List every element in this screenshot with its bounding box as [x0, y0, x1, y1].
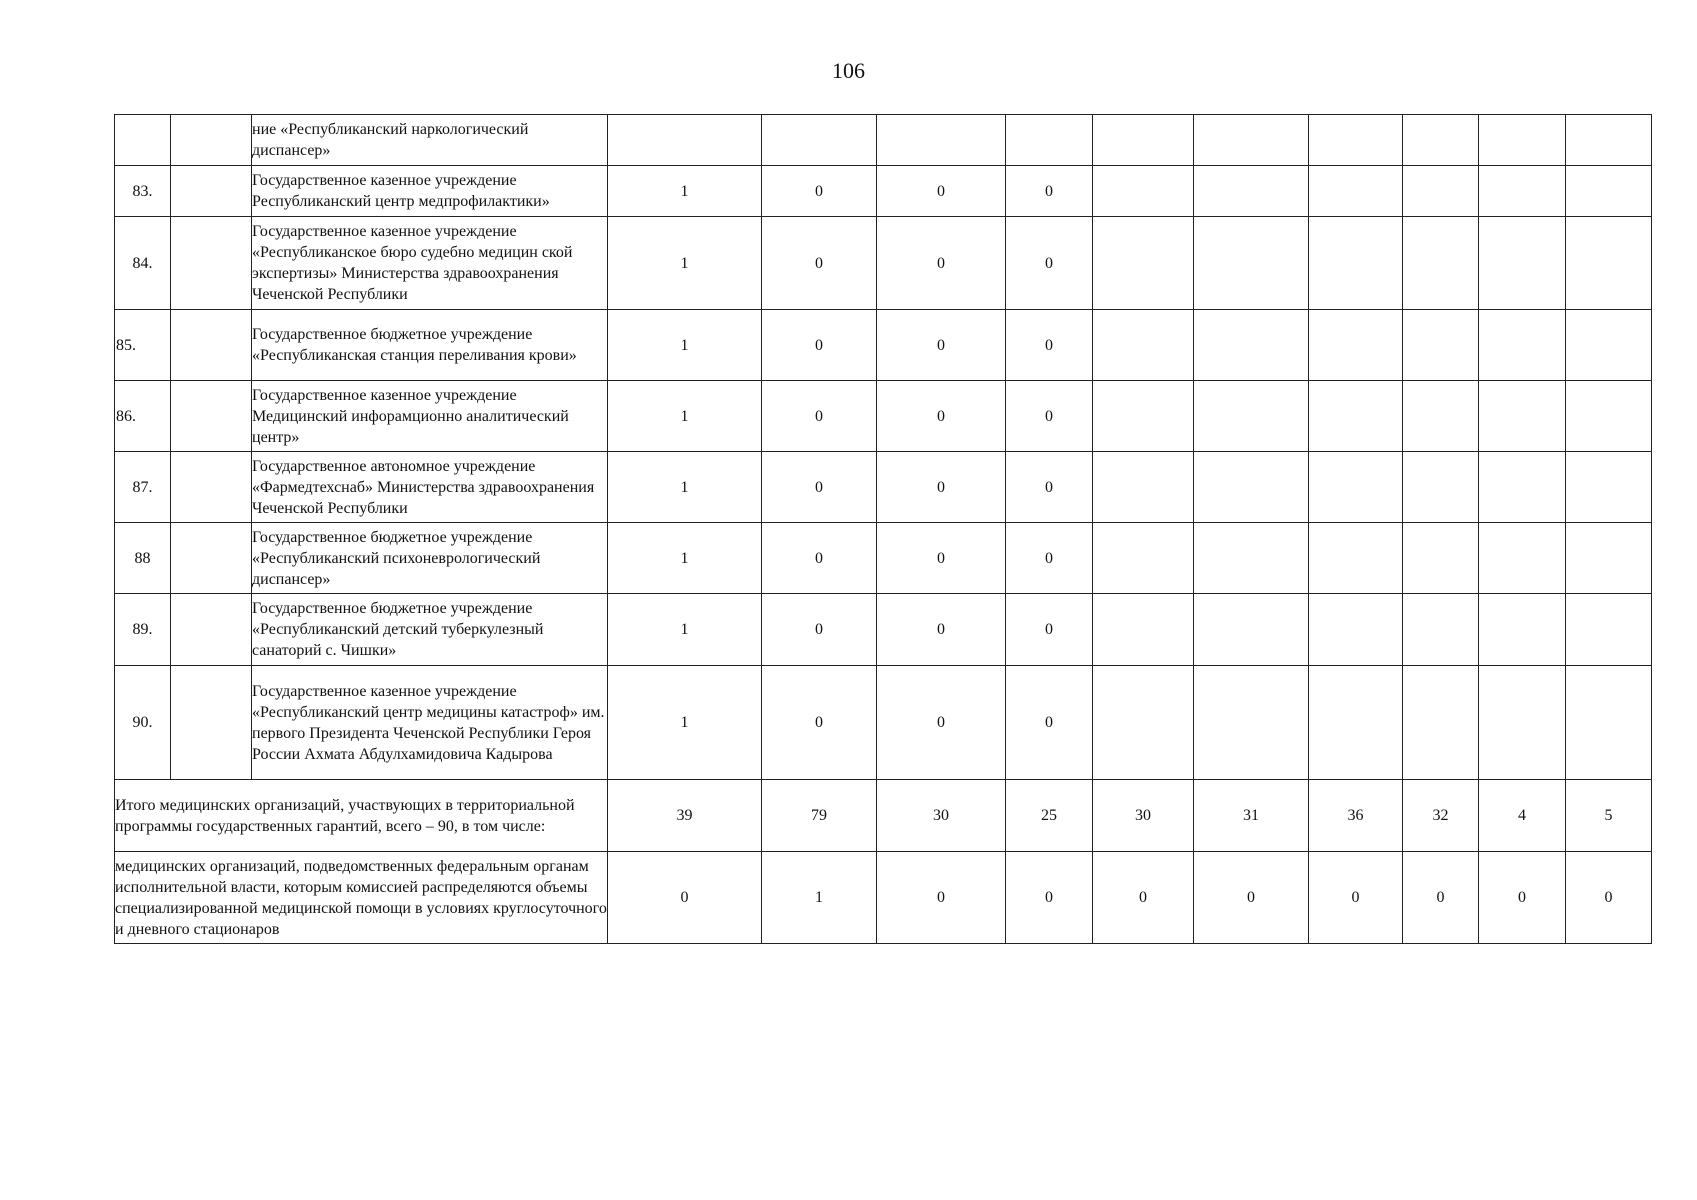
value-cell: 1	[608, 310, 762, 381]
value-cell: 0	[1006, 523, 1093, 594]
value-cell	[1309, 166, 1403, 217]
totals-label: Итого медицинских организаций, участвующих в территориальной программы государственных гарантий, всего – 90, в том числе:	[115, 780, 608, 852]
row-number: 84.	[115, 217, 171, 310]
value-cell	[1403, 217, 1479, 310]
organizations-table	[114, 114, 1652, 944]
table-row	[115, 217, 1652, 310]
value-cell: 0	[877, 166, 1006, 217]
organization-name: Государственное бюджетное учреждение «Республиканская станция переливания крови»	[252, 310, 608, 381]
value-cell	[1093, 381, 1194, 452]
code-cell	[171, 166, 252, 217]
value-cell	[1309, 594, 1403, 666]
value-cell	[1309, 381, 1403, 452]
value-cell: 0	[1006, 310, 1093, 381]
value-cell	[1309, 217, 1403, 310]
value-cell	[1309, 666, 1403, 780]
value-cell	[608, 115, 762, 166]
federal-subtotal-label: медицинских организаций, подведомственных федеральным органам исполнительной власти, которым комиссией распределяются объемы специализированной медицинской помощи в условиях круглосуточного и дневного стационаров	[115, 852, 608, 944]
value-cell	[1093, 166, 1194, 217]
total-value-cell: 30	[1093, 780, 1194, 852]
value-cell	[1403, 115, 1479, 166]
value-cell	[1093, 115, 1194, 166]
value-cell	[1309, 452, 1403, 523]
value-cell: 0	[877, 666, 1006, 780]
table-row	[115, 381, 1652, 452]
row-number: 89.	[115, 594, 171, 666]
value-cell	[1566, 594, 1652, 666]
organization-name: Государственное казенное учреждение Республиканский центр медпрофилактики»	[252, 166, 608, 217]
row-number: 88	[115, 523, 171, 594]
value-cell	[1566, 310, 1652, 381]
value-cell	[1479, 310, 1566, 381]
total-value-cell: 32	[1403, 780, 1479, 852]
value-cell	[1479, 217, 1566, 310]
value-cell	[1194, 115, 1309, 166]
value-cell	[1566, 523, 1652, 594]
value-cell: 0	[877, 217, 1006, 310]
value-cell	[1403, 666, 1479, 780]
row-number: 83.	[115, 166, 171, 217]
code-cell	[171, 594, 252, 666]
table-row	[115, 452, 1652, 523]
table-body	[115, 115, 1652, 944]
row-number: 86.	[115, 381, 171, 452]
row-number: 87.	[115, 452, 171, 523]
value-cell: 0	[1006, 381, 1093, 452]
value-cell	[1093, 310, 1194, 381]
value-cell	[1093, 666, 1194, 780]
code-cell	[171, 217, 252, 310]
value-cell	[1093, 452, 1194, 523]
value-cell	[1194, 166, 1309, 217]
organization-name: ние «Республиканский наркологический диспансер»	[252, 115, 608, 166]
organization-name: Государственное бюджетное учреждение «Республиканский детский туберкулезный санаторий с. Чишки»	[252, 594, 608, 666]
organization-name: Государственное автономное учреждение «Фармедтехснаб» Министерства здравоохранения Чеченской Республики	[252, 452, 608, 523]
code-cell	[171, 666, 252, 780]
federal-subtotal-row	[115, 852, 1652, 944]
total-value-cell: 0	[1194, 852, 1309, 944]
total-value-cell: 0	[1093, 852, 1194, 944]
value-cell	[1309, 523, 1403, 594]
total-value-cell: 0	[1309, 852, 1403, 944]
code-cell	[171, 115, 252, 166]
organization-name: Государственное казенное учреждение Медицинский инфорамционно аналитический центр»	[252, 381, 608, 452]
value-cell	[1479, 381, 1566, 452]
organization-name: Государственное казенное учреждение «Республиканский центр медицины катастроф» им. первого Президента Чеченской Республики Героя России Ахмата Абдулхамидовича Кадырова	[252, 666, 608, 780]
total-value-cell: 31	[1194, 780, 1309, 852]
total-value-cell: 0	[1566, 852, 1652, 944]
value-cell	[1566, 166, 1652, 217]
value-cell: 0	[762, 166, 877, 217]
value-cell: 0	[1006, 452, 1093, 523]
value-cell	[1566, 217, 1652, 310]
value-cell	[1403, 452, 1479, 523]
value-cell	[1403, 594, 1479, 666]
organization-name: Государственное казенное учреждение «Республиканское бюро судебно медицин ской экспертизы» Министерства здравоохранения Чеченской Республики	[252, 217, 608, 310]
value-cell: 0	[762, 594, 877, 666]
code-cell	[171, 381, 252, 452]
total-value-cell: 0	[1006, 852, 1093, 944]
code-cell	[171, 452, 252, 523]
value-cell	[1309, 310, 1403, 381]
value-cell: 0	[1006, 594, 1093, 666]
value-cell	[1194, 217, 1309, 310]
value-cell	[1006, 115, 1093, 166]
value-cell	[877, 115, 1006, 166]
value-cell: 1	[608, 166, 762, 217]
value-cell	[1194, 310, 1309, 381]
table-row	[115, 166, 1652, 217]
value-cell	[1479, 523, 1566, 594]
value-cell: 0	[1006, 166, 1093, 217]
value-cell	[1403, 166, 1479, 217]
total-value-cell: 0	[877, 852, 1006, 944]
row-number	[115, 115, 171, 166]
value-cell	[762, 115, 877, 166]
value-cell: 0	[877, 310, 1006, 381]
value-cell	[1566, 381, 1652, 452]
value-cell: 1	[608, 452, 762, 523]
value-cell	[1194, 381, 1309, 452]
value-cell: 0	[762, 217, 877, 310]
value-cell: 1	[608, 523, 762, 594]
total-value-cell: 4	[1479, 780, 1566, 852]
code-cell	[171, 523, 252, 594]
table-row	[115, 523, 1652, 594]
value-cell	[1566, 666, 1652, 780]
table-row	[115, 310, 1652, 381]
value-cell: 0	[1006, 217, 1093, 310]
row-number: 85.	[115, 310, 171, 381]
total-value-cell: 5	[1566, 780, 1652, 852]
value-cell: 0	[877, 381, 1006, 452]
value-cell: 0	[877, 523, 1006, 594]
value-cell: 0	[762, 381, 877, 452]
organization-name: Государственное бюджетное учреждение «Республиканский психоневрологический диспансер»	[252, 523, 608, 594]
table-row	[115, 594, 1652, 666]
value-cell: 0	[762, 523, 877, 594]
value-cell: 0	[762, 452, 877, 523]
value-cell	[1479, 452, 1566, 523]
row-number: 90.	[115, 666, 171, 780]
total-value-cell: 79	[762, 780, 877, 852]
value-cell	[1194, 594, 1309, 666]
code-cell	[171, 310, 252, 381]
value-cell: 1	[608, 594, 762, 666]
total-value-cell: 1	[762, 852, 877, 944]
value-cell	[1093, 523, 1194, 594]
totals-row	[115, 780, 1652, 852]
total-value-cell: 25	[1006, 780, 1093, 852]
table-row	[115, 115, 1652, 166]
total-value-cell: 36	[1309, 780, 1403, 852]
total-value-cell: 0	[1479, 852, 1566, 944]
value-cell	[1403, 381, 1479, 452]
value-cell: 0	[1006, 666, 1093, 780]
value-cell: 0	[762, 666, 877, 780]
value-cell: 1	[608, 381, 762, 452]
value-cell	[1403, 523, 1479, 594]
value-cell	[1566, 115, 1652, 166]
value-cell	[1479, 666, 1566, 780]
value-cell: 1	[608, 666, 762, 780]
value-cell: 1	[608, 217, 762, 310]
value-cell: 0	[877, 594, 1006, 666]
value-cell: 0	[877, 452, 1006, 523]
table-row	[115, 666, 1652, 780]
page-number: 106	[832, 58, 865, 83]
total-value-cell: 0	[608, 852, 762, 944]
value-cell	[1194, 523, 1309, 594]
value-cell	[1093, 217, 1194, 310]
value-cell	[1194, 666, 1309, 780]
value-cell	[1479, 166, 1566, 217]
value-cell	[1479, 594, 1566, 666]
total-value-cell: 30	[877, 780, 1006, 852]
value-cell	[1403, 310, 1479, 381]
value-cell: 0	[762, 310, 877, 381]
total-value-cell: 39	[608, 780, 762, 852]
value-cell	[1194, 452, 1309, 523]
value-cell	[1479, 115, 1566, 166]
value-cell	[1309, 115, 1403, 166]
value-cell	[1093, 594, 1194, 666]
total-value-cell: 0	[1403, 852, 1479, 944]
value-cell	[1566, 452, 1652, 523]
